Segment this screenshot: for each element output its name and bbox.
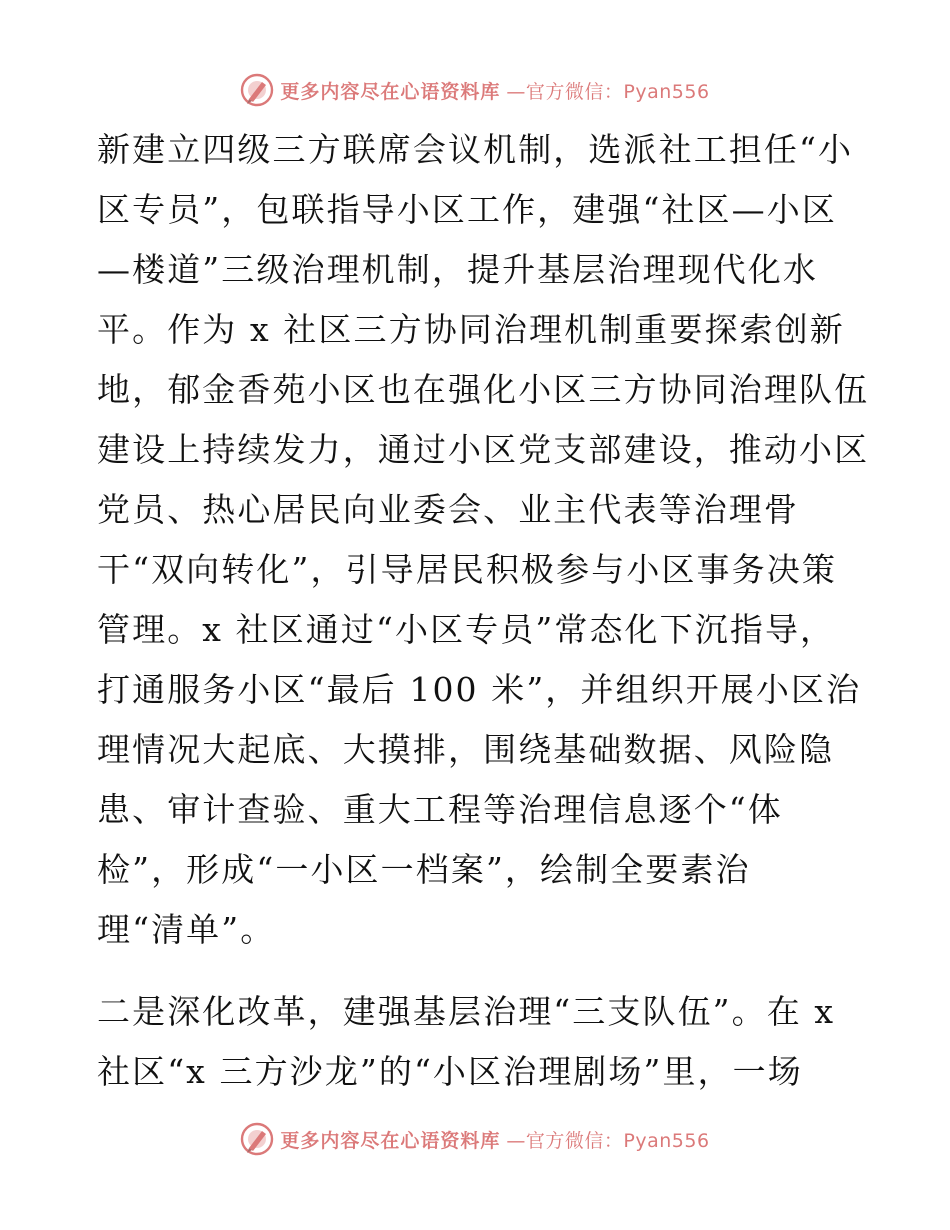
- paragraph-1: [97, 120, 870, 960]
- watermark-contact-text: —官方微信：Pyan556: [506, 80, 710, 103]
- text-line: 平。作为 x 社区三方协同治理机制重要探索创新: [97, 310, 845, 349]
- text-line: —楼道”三级治理机制，提升基层治理现代化水: [97, 250, 818, 289]
- text-line: 理“清单”。: [97, 910, 276, 949]
- text-line: 二是深化改革，建强基层治理“三支队伍”。在 x: [97, 992, 836, 1031]
- text-line: 患、审计查验、重大工程等治理信息逐个“体: [97, 790, 783, 829]
- header-watermark: [0, 70, 950, 110]
- text-line: 建设上持续发力，通过小区党支部建设，推动小区: [97, 430, 870, 469]
- text-line: 新建立四级三方联席会议机制，选派社工担任“小: [97, 130, 854, 169]
- text-line: 理情况大起底、大摸排，围绕基础数据、风险隐: [97, 730, 835, 769]
- text-line: 检”，形成“一小区一档案”，绘制全要素治: [97, 850, 751, 889]
- footer-watermark: [0, 1119, 950, 1159]
- text-line: 管理。x 社区通过“小区专员”常态化下沉指导，: [97, 610, 836, 649]
- text-line: 干“双向转化”，引导居民积极参与小区事务决策: [97, 550, 837, 589]
- text-line: 党员、热心居民向业委会、业主代表等治理骨: [97, 490, 799, 529]
- paragraph-2: [97, 982, 857, 1102]
- text-line: 社区“x 三方沙龙”的“小区治理剧场”里，一场: [97, 1052, 803, 1091]
- text-line: 地，郁金香苑小区也在强化小区三方协同治理队伍: [97, 370, 870, 409]
- watermark-main-text: 更多内容尽在心语资料库: [280, 80, 501, 103]
- pen-logo-icon: [240, 1122, 274, 1156]
- document-body: [97, 120, 870, 1102]
- watermark-main-text: 更多内容尽在心语资料库: [280, 1129, 501, 1152]
- watermark-contact-text: —官方微信：Pyan556: [506, 1129, 710, 1152]
- text-line: 区专员”，包联指导小区工作，建强“社区—小区: [97, 190, 837, 229]
- text-line: 打通服务小区“最后 100 米”，并组织开展小区治: [97, 670, 862, 709]
- pen-logo-icon: [240, 73, 274, 107]
- paragraph-gap: [97, 960, 857, 982]
